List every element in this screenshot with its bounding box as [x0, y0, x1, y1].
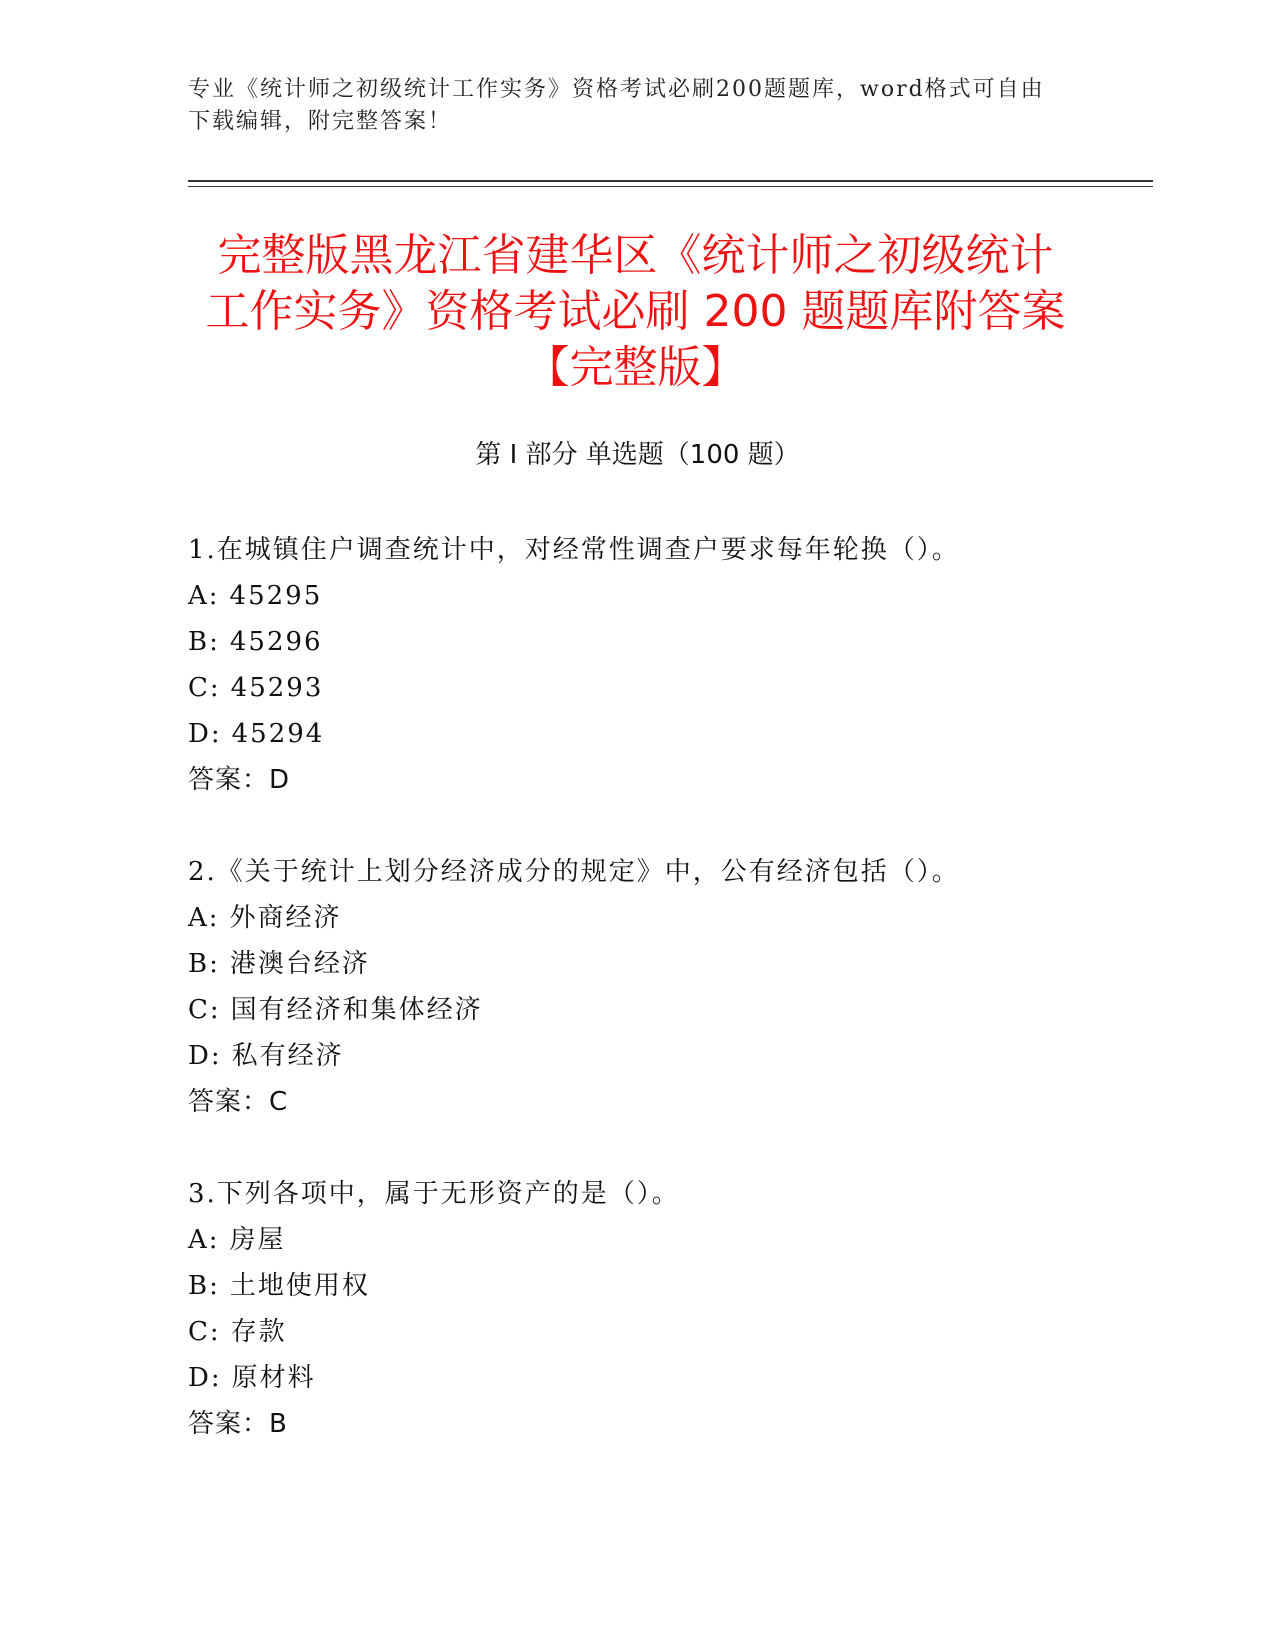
option-c	[188, 665, 1088, 711]
option-text: 原材料	[231, 1363, 316, 1393]
option-c	[188, 987, 1088, 1033]
option-a	[188, 1217, 1088, 1263]
option-text: 港澳台经济	[229, 949, 370, 979]
header-divider-thick	[188, 180, 1153, 182]
document-title-line-2: 工作实务》资格考试必刷 200 题题库附答案	[205, 286, 1066, 337]
question-stem: 1.在城镇住户调查统计中，对经常性调查户要求每年轮换（）。	[188, 535, 960, 565]
option-letter: C:	[188, 1317, 221, 1347]
option-letter: C:	[188, 995, 221, 1025]
question-item	[188, 849, 1088, 1125]
option-text: 房屋	[229, 1225, 286, 1255]
answer-line: 答案：B	[188, 1409, 288, 1439]
option-text: 45295	[229, 581, 323, 611]
option-letter: D:	[188, 719, 222, 749]
option-c	[188, 1309, 1088, 1355]
option-d	[188, 1355, 1088, 1401]
document-title-line-3: 【完整版】	[525, 342, 746, 393]
option-letter: D:	[188, 1041, 222, 1071]
header-note	[188, 74, 1088, 138]
option-text: 外商经济	[229, 903, 342, 933]
question-item	[188, 527, 1088, 803]
option-letter: A:	[188, 903, 220, 933]
option-d	[188, 1033, 1088, 1079]
answer-line: 答案：C	[188, 1087, 289, 1117]
option-letter: A:	[188, 581, 220, 611]
header-note-line-1: 专业《统计师之初级统计工作实务》资格考试必刷200题题库，word格式可自由	[188, 77, 1045, 102]
option-text: 存款	[230, 1317, 287, 1347]
question-stem: 3.下列各项中，属于无形资产的是（）。	[188, 1179, 680, 1209]
option-text: 45296	[229, 627, 323, 657]
option-a	[188, 573, 1088, 619]
option-text: 45294	[231, 719, 325, 749]
option-text: 45293	[230, 673, 324, 703]
option-letter: A:	[188, 1225, 220, 1255]
document-title	[188, 228, 1083, 396]
option-a	[188, 895, 1088, 941]
option-b	[188, 619, 1088, 665]
answer-line: 答案：D	[188, 765, 291, 795]
section-title: 第 I 部分 单选题（100 题）	[475, 440, 800, 470]
question-stem: 2.《关于统计上划分经济成分的规定》中，公有经济包括（）。	[188, 857, 960, 887]
question-list	[188, 527, 1088, 1493]
option-d	[188, 711, 1088, 757]
option-b	[188, 941, 1088, 987]
option-text: 私有经济	[231, 1041, 344, 1071]
option-text: 国有经济和集体经济	[230, 995, 483, 1025]
header-divider-thin	[188, 186, 1153, 187]
option-text: 土地使用权	[229, 1271, 370, 1301]
option-letter: B:	[188, 627, 220, 657]
option-letter: C:	[188, 673, 221, 703]
header-note-line-2: 下载编辑，附完整答案！	[188, 109, 453, 134]
option-letter: D:	[188, 1363, 222, 1393]
option-b	[188, 1263, 1088, 1309]
option-letter: B:	[188, 1271, 220, 1301]
option-letter: B:	[188, 949, 220, 979]
question-item	[188, 1171, 1088, 1447]
document-title-line-1: 完整版黑龙江省建华区《统计师之初级统计	[217, 230, 1054, 281]
